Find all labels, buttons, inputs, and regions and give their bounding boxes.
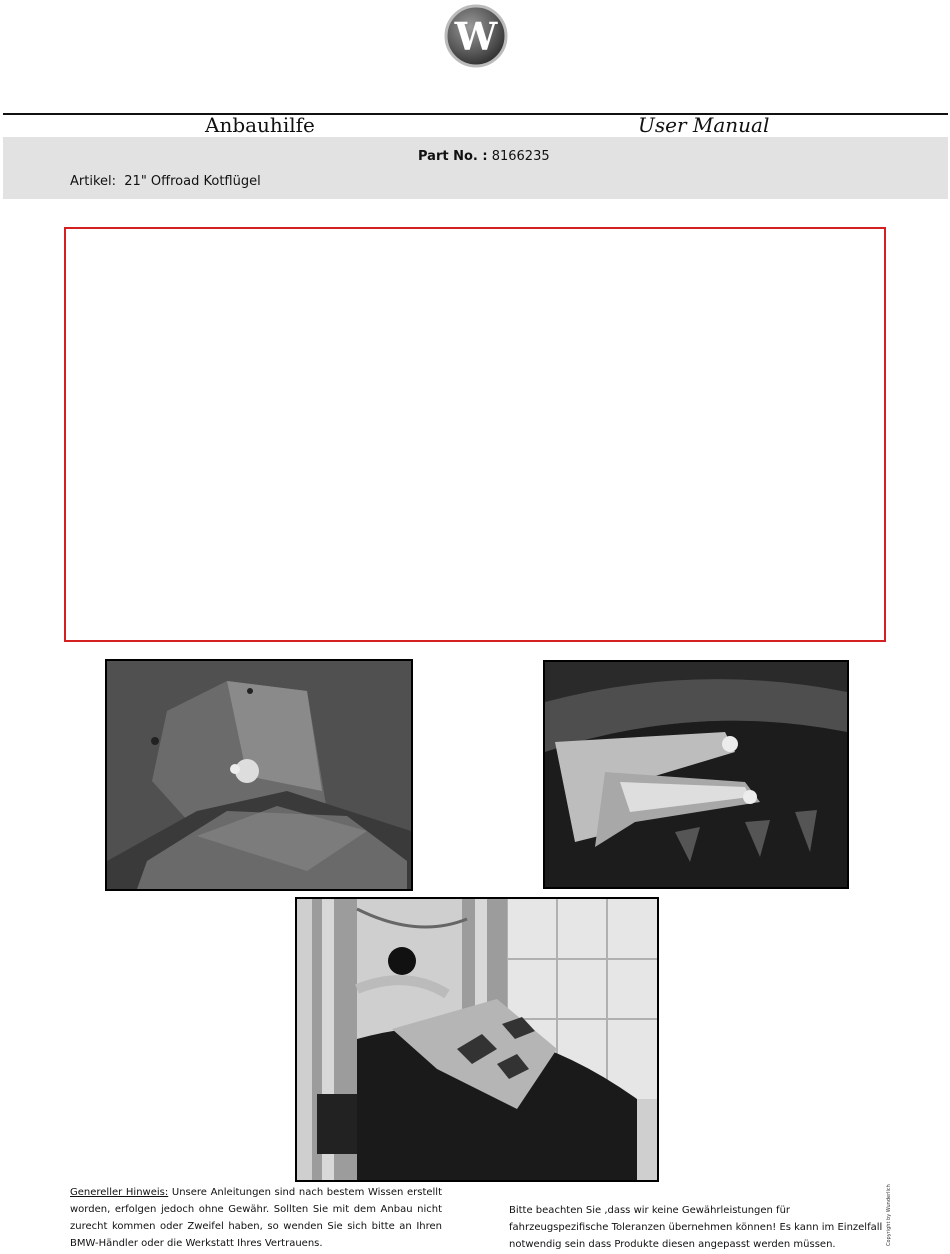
photo-fender-bracket [543, 660, 849, 889]
info-band [3, 137, 948, 199]
header-rule [3, 113, 948, 115]
fender-bracket-photo-icon [545, 662, 847, 887]
photo-front-fork-fender [295, 897, 659, 1182]
title-english: User Manual [638, 113, 770, 137]
title-german: Anbauhilfe [205, 113, 315, 137]
front-fork-fender-photo-icon [297, 899, 657, 1180]
part-number-label: Part No. : [418, 149, 488, 164]
tolerance-notice: Bitte beachten Sie ,dass wir keine Gewährleistungen für fahrzeugspezifische Toleranzen übernehmen können! Es kann im Einzelfall notwendig sein dass Produkte diesen angepasst werden müssen. [509, 1205, 883, 1250]
part-number-value: 8166235 [491, 149, 550, 164]
general-notice-text: Unsere Anleitungen sind nach bestem Wissen erstellt worden, erfolgen jedoch ohne Gewähr. Sollten Sie mit dem Anbau nicht zurecht kommen oder Zweifel haben, so wenden Sie sich bitte an Ihren BMW-Händler oder die Werkstatt Ihres Vertrauens. [70, 1187, 442, 1249]
mounting-bracket-photo-icon [107, 661, 411, 889]
general-notice [70, 1184, 442, 1252]
logo-icon [444, 4, 508, 68]
article [70, 174, 261, 189]
general-notice-heading: Genereller Hinweis: [70, 1187, 169, 1198]
article-name: 21" Offroad Kotflügel [124, 174, 261, 189]
copyright-note: Copyright by Wunderlich [886, 1184, 892, 1246]
photo-mounting-bracket [105, 659, 413, 891]
notice-frame [64, 227, 886, 642]
article-label: Artikel: [70, 174, 117, 189]
logo-letter: W [454, 14, 498, 59]
part-number [418, 149, 550, 164]
wunderlich-logo [444, 4, 508, 68]
